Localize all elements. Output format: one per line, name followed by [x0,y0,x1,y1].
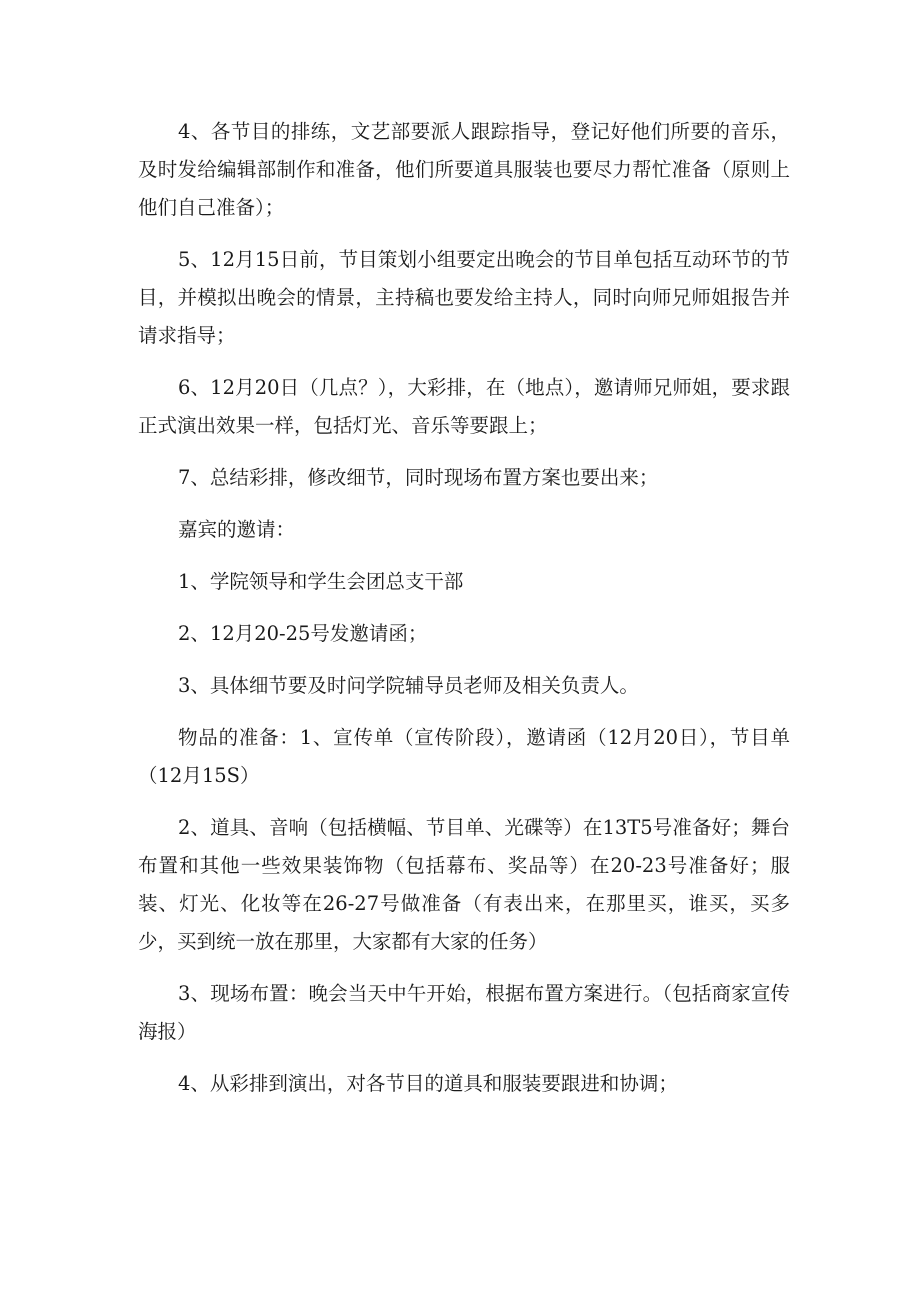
paragraph-guest-2: 2、12月20-25号发邀请函； [178,622,428,645]
paragraph-summary: 7、总结彩排，修改细节，同时现场布置方案也要出来； [178,466,659,489]
paragraph-materials-4: 4、从彩排到演出，对各节目的道具和服装要跟进和协调； [178,1072,678,1095]
paragraph-dress-rehearsal: 6、12月20日（几点？），大彩排，在（地点），邀请师兄师姐，要求跟正式演出效果一样，包括灯光、音乐等要跟上； [138,376,790,437]
section-heading-guest-invitation: 嘉宾的邀请： [178,518,296,541]
paragraph-guest-3: 3、具体细节要及时问学院辅导员老师及相关负责人。 [178,674,639,697]
document-page [138,113,790,1117]
paragraph-guest-1: 1、学院领导和学生会团总支干部 [178,570,464,593]
paragraph-rehearsal-guidance: 4、各节目的排练，文艺部要派人跟踪指导，登记好他们所要的音乐，及时发给编辑部制作和准备，他们所要道具服装也要尽力帮忙准备（原则上他们自己准备）； [138,120,790,219]
paragraph-materials-2: 2、道具、音响（包括横幅、节目单、光碟等）在13T5号准备好；舞台布置和其他一些效果装饰物（包括幕布、奖品等）在20-23号准备好；服装、灯光、化妆等在26-27号做准备（有表出来，在那里买，谁买，买多少，买到统一放在那里，大家都有大家的任务） [138,816,790,953]
paragraph-materials-3: 3、现场布置：晚会当天中午开始，根据布置方案进行。（包括商家宣传海报） [138,982,790,1043]
paragraph-materials-1: 物品的准备：1、宣传单（宣传阶段），邀请函（12月20日），节目单（12月15S） [138,726,790,787]
paragraph-program-list: 5、12月15日前，节目策划小组要定出晚会的节目单包括互动环节的节目，并模拟出晚会的情景，主持稿也要发给主持人，同时向师兄师姐报告并请求指导； [138,248,790,347]
